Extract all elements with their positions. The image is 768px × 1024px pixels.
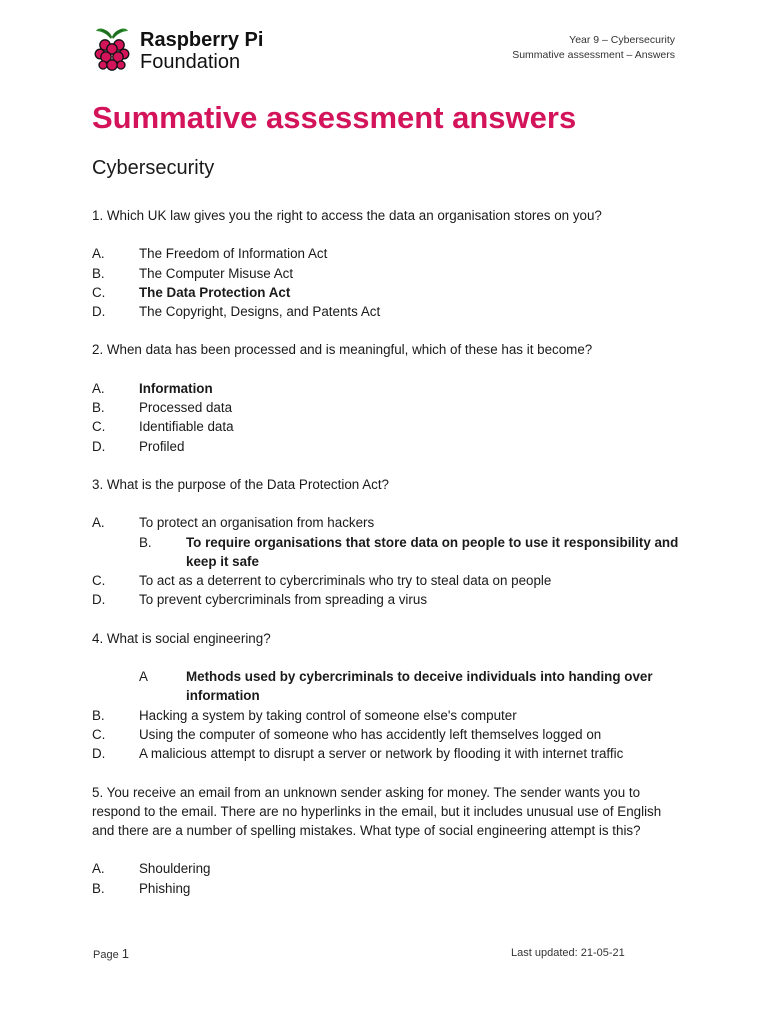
option-3c (92, 571, 682, 590)
last-updated: Last updated: 21-05-21 (511, 947, 625, 959)
header-doc-type: Summative assessment – Answers (512, 49, 675, 61)
page-number (93, 946, 129, 961)
option-text: Hacking a system by taking control of someone else's computer (139, 707, 517, 723)
header-course: Year 9 – Cybersecurity (569, 34, 675, 46)
option-text: A malicious attempt to disrupt a server or network by flooding it with internet traffic (139, 746, 624, 762)
option-letter: C. (92, 726, 106, 742)
correct-answer-text: The Data Protection Act (139, 284, 291, 300)
question-2-options (92, 379, 682, 456)
option-4c (92, 725, 682, 744)
question-4-options (92, 667, 682, 763)
option-3b-correct (92, 533, 682, 572)
page-subtitle: Cybersecurity (92, 157, 215, 179)
option-text: Shouldering (139, 861, 211, 877)
option-letter: A. (92, 861, 105, 877)
option-4a-correct (92, 667, 682, 706)
option-text: Processed data (139, 400, 233, 416)
question-5: 5. You receive an email from an unknown sender asking for money. The sender wants you to respond to the email. There are no hyperlinks in the email, but it includes unusual use of English and there are a number of spelling mistakes. What type of social engineering attempt is this? (92, 784, 662, 839)
option-letter: C. (92, 419, 106, 435)
brand-name: Raspberry Pi (140, 29, 264, 51)
option-text: Phishing (139, 880, 191, 896)
option-1b (92, 264, 682, 283)
option-2d (92, 437, 682, 456)
option-letter: D. (92, 746, 106, 762)
option-1d (92, 302, 682, 321)
brand-subname: Foundation (140, 51, 241, 73)
correct-answer-text: Information (139, 380, 213, 396)
option-3a (92, 513, 682, 532)
option-letter: B. (92, 707, 105, 723)
option-letter: B. (92, 880, 105, 896)
option-4b (92, 706, 682, 725)
option-2c (92, 417, 682, 436)
option-4d (92, 744, 682, 763)
raspberry-pi-logo (92, 25, 272, 77)
option-letter: D. (92, 592, 106, 608)
option-text: Profiled (139, 438, 185, 454)
option-1c-correct (92, 283, 682, 302)
option-letter: D. (92, 304, 106, 320)
option-3d (92, 590, 682, 609)
option-2b (92, 398, 682, 417)
option-letter: B. (139, 534, 152, 550)
question-4: 4. What is social engineering? (92, 630, 271, 646)
option-letter: C. (92, 573, 106, 589)
option-5a (92, 859, 682, 878)
correct-answer-text: To require organisations that store data on people to use it responsibility and keep it safe (186, 534, 679, 569)
option-letter: B. (92, 265, 105, 281)
option-letter: A (139, 669, 148, 685)
option-letter: A. (92, 380, 105, 396)
option-text: To prevent cybercriminals from spreading a virus (139, 592, 428, 608)
option-text: Using the computer of someone who has accidently left themselves logged on (139, 726, 602, 742)
option-text: The Copyright, Designs, and Patents Act (139, 304, 381, 320)
option-letter: D. (92, 438, 106, 454)
option-1a (92, 244, 682, 263)
question-1: 1. Which UK law gives you the right to access the data an organisation stores on you? (92, 208, 602, 223)
question-1-options (92, 244, 682, 321)
option-text: The Freedom of Information Act (139, 246, 328, 262)
question-5-options (92, 859, 682, 898)
document-header (512, 33, 675, 63)
option-2a-correct (92, 379, 682, 398)
raspberry-icon (92, 25, 132, 75)
option-text: To protect an organisation from hackers (139, 515, 375, 531)
question-2: 2. When data has been processed and is meaningful, which of these has it become? (92, 342, 593, 358)
option-text: To act as a deterrent to cybercriminals who try to steal data on people (139, 573, 552, 589)
option-letter: C. (92, 284, 106, 300)
question-list (92, 206, 682, 917)
page-title: Summative assessment answers (92, 100, 577, 135)
option-letter: A. (92, 515, 105, 531)
option-5b (92, 879, 682, 898)
question-3: 3. What is the purpose of the Data Protection Act? (92, 476, 389, 492)
question-3-options (92, 513, 682, 609)
page-number-value: 1 (121, 946, 129, 961)
option-letter: B. (92, 400, 105, 416)
option-text: Identifiable data (139, 419, 234, 435)
option-letter: A. (92, 246, 105, 262)
option-text: The Computer Misuse Act (139, 265, 294, 281)
page-label: Page (93, 949, 119, 961)
correct-answer-text: Methods used by cybercriminals to deceive individuals into handing over information (186, 669, 653, 704)
